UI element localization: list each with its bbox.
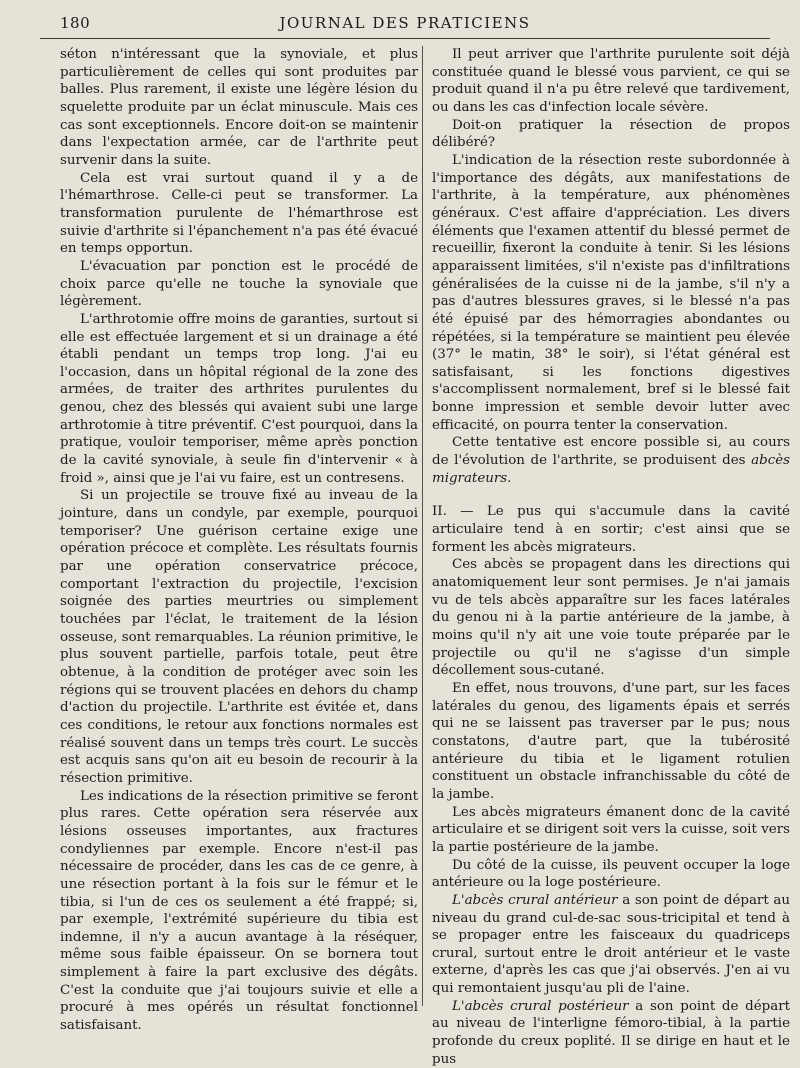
paragraph xyxy=(432,892,790,998)
paragraph: séton n'intéressant que la synoviale, et plus particulièrement de celles qui sont produites par balles. Plus rarement, il existe une légère lésion du squelette produite par un éclat minuscule. Mais ces cas sont exceptionnels. Encore doit-on se maintenir dans l'expectation armée, car de l'arthrite peut survenir dans la suite. xyxy=(60,47,418,168)
paragraph: En effet, nous trouvons, d'une part, sur les faces latérales du genou, des ligaments épais et serrés qui ne se laissent pas traverser par le pus; nous constatons, d'autre part, que la tubérosité antérieure du tibia et le ligament rotulien constituent un obstacle infranchissable du côté de la jambe. xyxy=(432,680,790,802)
paragraph: Ces abcès se propagent dans les directions qui anatomiquement leur sont permises. Je n'ai jamais vu de tels abcès apparaître sur les faces latérales du genou ni à la partie antérieure de la jambe, à moins qu'il n'y ait une voie toute préparée par le projectile ou qu'il ne s'agisse d'un simple décollement sous-cutané. xyxy=(432,557,790,679)
text-run: a son point de départ au niveau du grand cul-de-sac sous-tricipital et tend à se propager entre les faisceaux du quadriceps crural, surtout entre le droit antérieur et le vaste externe, d'après les cas que j'ai observés. J'en ai vu qui remontaient jusqu'au pli de l'aine. xyxy=(432,892,790,997)
left-column xyxy=(60,46,418,1035)
paragraph: L'évacuation par ponction est le procédé de choix parce qu'elle ne touche la synoviale que légèrement. xyxy=(60,258,418,310)
section-paragraph: II. — Le pus qui s'accumule dans la cavité articulaire tend à en sortir; c'est ainsi que se forment les abcès migrateurs. xyxy=(432,504,790,555)
page-header xyxy=(40,10,770,39)
article-body xyxy=(60,46,790,1067)
page-number: 180 xyxy=(60,14,91,32)
paragraph xyxy=(432,998,790,1068)
paragraph: L'indication de la résection reste subordonnée à l'importance des dégâts, aux manifestations de l'arthrite, à la température, aux phénomènes généraux. C'est affaire d'appréciation. Les divers éléments que l'examen attentif du blessé permet de recueillir, fixeront la conduite à tenir. Si les lésions apparaissent limitées, s'il n'existe pas d'infiltrations généralisées de la cuisse ni de la jambe, s'il n'y a pas d'autres blessures graves, si le blessé n'a pas été épuisé par des hémorragies abondantes ou répétées, si la température se maintient peu élevée (37° le matin, 38° le soir), si l'état général est satisfaisant, si les fonctions digestives s'accomplissent normalement, bref si le blessé fait bonne impression et semble devoir lutter avec efficacité, on pourra tenter la conservation. xyxy=(432,152,790,433)
text-run: a son point de départ au niveau de l'interligne fémoro-tibial, à la partie profonde du creux poplité. Il se dirige en haut et le pus xyxy=(432,998,790,1067)
paragraph: Il peut arriver que l'arthrite purulente soit déjà constituée quand le blessé vous parvient, ce qui se produit quand il n'a pu être relevé que tardivement, ou dans les cas d'infection locale sévère. xyxy=(432,47,790,115)
column-divider xyxy=(422,46,423,1006)
paragraph: Les indications de la résection primitive se feront plus rares. Cette opération sera réservée aux lésions osseuses importantes, aux fractures condyliennes par exemple. Encore n'est-il pas nécessaire de procéder, dans les cas de ce genre, à une résection portant à la fois sur le fémur et le tibia, si l'un de ces os seulement a été frappé; si, par exemple, l'extrémité supérieure du tibia est indemne, il n'y a aucun avantage à la réséquer, même sous faible épaisseur. On se bornera tout simplement à faire la part exclusive des dégâts. C'est la conduite que j'ai toujours suivie et elle a procuré à mes opérés un résultat fonctionnel satisfaisant. xyxy=(60,788,418,1034)
running-title: JOURNAL DES PRATICIENS xyxy=(279,14,531,32)
paragraph: L'arthrotomie offre moins de garanties, surtout si elle est effectuée largement et si un drainage a été établi pendant un temps trop long. J'ai eu l'occasion, dans un hôpital régional de la zone des armées, de traiter des arthrites purulentes du genou, chez des blessés qui avaient subi une large arthrotomie à titre préventif. C'est pourquoi, dans la pratique, vouloir temporiser, même après ponction de la cavité synoviale, à seule fin d'intervenir « à froid », ainsi que je l'ai vu faire, est un contresens. xyxy=(60,311,418,486)
right-column xyxy=(432,46,790,1068)
paragraph: Doit-on pratiquer la résection de propos délibéré? xyxy=(432,117,790,151)
text-run: Cette tentative est encore possible si, au cours de l'évolution de l'arthrite, se produisent des xyxy=(432,435,790,469)
paragraph: Si un projectile se trouve fixé au inveau de la jointure, dans un condyle, par exemple, pourquoi temporiser? Une guérison certaine exige une opération précoce et complète. Les résultats fournis par une opération conservatrice précoce, comportant l'extraction du projectile, l'excision soignée des parties meurtries ou simplement touchées par l'éclat, le traitement de la lésion osseuse, sont remarquables. La réunion primitive, le plus souvent partielle, parfois totale, peut être obtenue, à la condition de protéger avec soin les régions qui se trouvent placées en dehors du champ d'action du projectile. L'arthrite est évitée et, dans ces conditions, le retour aux fonctions normales est réalisé souvent dans un temps très court. Le succès est acquis sans qu'on ait eu besoin de recourir à la résection primitive. xyxy=(60,488,418,786)
italic-term: abcès migrateurs xyxy=(432,453,790,486)
paragraph: Du côté de la cuisse, ils peuvent occuper la loge antérieure ou la loge postérieure. xyxy=(432,857,790,891)
text-run: . xyxy=(507,470,512,486)
italic-term: L'abcès crural antérieur xyxy=(452,892,618,908)
italic-term: L'abcès crural postérieur xyxy=(452,998,629,1014)
paragraph: Cela est vrai surtout quand il y a de l'hémarthrose. Celle-ci peut se transformer. La transformation purulente de l'hémarthrose est suivie d'arthrite si l'épanchement n'a pas été évacué en temps opportun. xyxy=(60,170,418,257)
paragraph: Les abcès migrateurs émanent donc de la cavité articulaire et se dirigent soit vers la cuisse, soit vers la partie postérieure de la jambe. xyxy=(432,804,790,855)
paragraph xyxy=(432,434,790,487)
